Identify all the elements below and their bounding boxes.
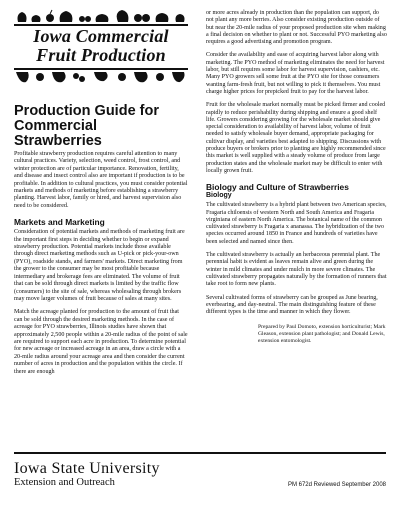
intro-paragraph: Profitable strawberry production requires careful attention to many cultural practices. Variety, selection, weed control, frost control, and winter protection are of particular importance. Renovation, fertility, and disease and insect control also are important if production is to be profitable. In addition to cultural practices, you must consider potential markets and methods of marketing before establishing a strawberry planting. Harvest labor, family or hired, and harvest supervision also need to be considered. [14, 151, 188, 209]
biology-subheading: Biology [206, 192, 232, 200]
page-title-line-2: Commercial Strawberries [14, 118, 102, 149]
fruit-illustration-icon [14, 72, 188, 86]
biology-paragraph-3: Several cultivated forms of strawberry can be grouped as June bearing, everbearing, and day-neutral. The main distinguishing feature of these different types is the time and manner in which they flower. [206, 294, 378, 316]
footer [14, 452, 386, 510]
extension-name: Extension and Outreach [14, 477, 115, 488]
right-column [206, 8, 388, 345]
fruit-icon-row-top [14, 8, 188, 22]
fruit-illustration-icon [14, 8, 188, 22]
biology-paragraph-1: The cultivated strawberry is a hybrid plant between two American species, Fragaria chiloensis of western North and South America and Fragaria virginiana of eastern North America. The botanical name of the common cultivated strawberry is Fragaria x ananassa. The hybridization of the two species occurred around 1850 in France and hundreds of varieties have been selected and named since then. [206, 202, 387, 245]
markets-paragraph-1: Consideration of potential markets and methods of marketing fruit are the important first steps in deciding whether to begin or expand strawberry production. Potential markets include those available through direct marketing methods such as U-pick or pick-your-own (PYO), roadside stands, and farmers' markets. Direct marketing from the grower to the consumer may be most profitable because intermediary and brokerage fees are eliminated. The volume of fruit that can be sold through direct markets is limited by the traffic flow (consumers) to the site of sale, whereas wholesaling through brokers may move larger volumes of fruit because of sales at many sites. [14, 229, 185, 302]
biology-paragraph-2: The cultivated strawberry is actually an herbaceous perennial plant. The perennial habit is evident as leaves remain alive and green during the winter in mild climates and under mulch in more severe climates. The cultivated strawberry propagates naturally by the formation of runners that take root to form new plants. [206, 252, 387, 288]
right-paragraph-2: Consider the availability and ease of acquiring harvest labor along with marketing. The PYO method of marketing eliminates the need for harvest labor, but still requires some labor for harvest supervision, cashiers, etc. Many PYO growers sell some fruit at the PYO site for those consumers wanting farm-fresh fruit, but not willing to pick it themselves. You must charge higher prices for prepicked fruit to pay for the harvest labor. [206, 52, 385, 95]
right-paragraph-3: Fruit for the wholesale market normally must be picked firmer and cooled rapidly to reduce perishability during shipping and ensure a good shelf life. Growers considering growing for the wholesale market should give special consideration to availability of harvest labor, volume of fruit needed to satisfy wholesale buyer demand, appropriate packaging for cultivar display, and varieties best adapted to shipping. Discussions with produce buyers or brokers prior to planting are highly recommended since this market is well supplied with a steady volume of produce from large production states and the wholesale market may be difficult to enter with locally grown fruit. [206, 102, 386, 174]
markets-paragraph-2: Match the acreage planted for production to the amount of fruit that can be sold through the desired marketing methods. In the case of acreage for PYO strawberries, Illinois studies have shown that approximately 2,500 people within a 20-mile radius of the point of sale are required to support each acre in production. To determine potential for new acreage or increased acreage in an area, draw a circle with a 20-mile radius around your acreage area and then consider the current number of acres in production and the population within the circle. If there are enough [14, 309, 188, 375]
page-title-line-1: Production Guide for [14, 103, 159, 119]
masthead [14, 24, 188, 70]
fruit-icon-row-bottom [14, 72, 188, 86]
masthead-line-1: Iowa Commercial [33, 26, 169, 46]
right-paragraph-1: or more acres already in production than the population can support, do not plant any more berries. Also consider existing production outside of but near the 20-mile radius of your proposed production site when making a final decision on whether to plant or not. Successful PYO marketing also requires a good advertising and promotion program. [206, 10, 387, 46]
biology-heading: Biology and Culture of Strawberries [206, 182, 349, 193]
left-column [14, 8, 188, 376]
university-name: Iowa State University [14, 460, 160, 477]
page-title [14, 104, 188, 149]
markets-heading: Markets and Marketing [14, 217, 105, 228]
publication-number: PM 672d Reviewed September 2008 [287, 482, 386, 488]
masthead-line-2: Fruit Production [36, 45, 166, 65]
credits: Prepared by Paul Domoto, extension horticulturist; Mark Gleason, extension plant pathologist; and Donald Lewis, extension entomologist. [258, 324, 386, 344]
